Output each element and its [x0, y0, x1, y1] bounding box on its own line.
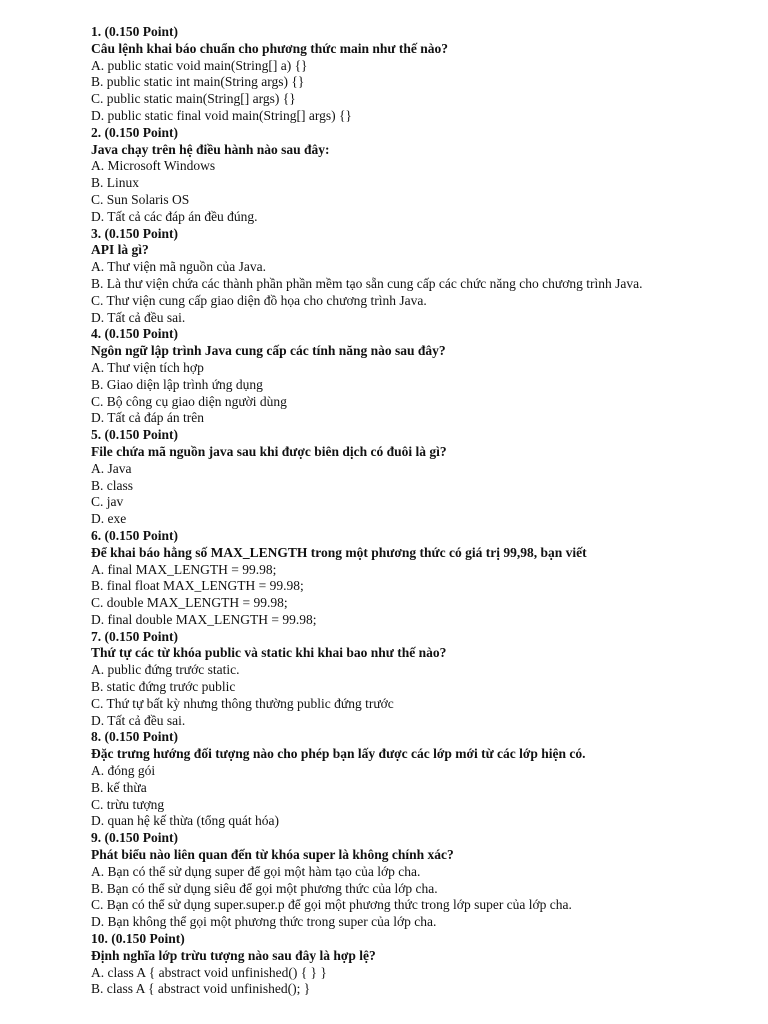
- answer-option: B. class: [91, 477, 133, 493]
- answer-option: A. Thư viện mã nguồn của Java.: [91, 259, 267, 275]
- answer-option: B. class A { abstract void unfinished(); }: [91, 981, 311, 997]
- question-block: [91, 528, 761, 629]
- answer-option: D. Tất cả các đáp án đều đúng.: [91, 208, 258, 224]
- answer-option: B. final float MAX_LENGTH = 99.98;: [91, 578, 304, 594]
- question-number: 4. (0.150 Point): [91, 326, 178, 342]
- question-number: 10. (0.150 Point): [91, 931, 185, 947]
- answer-option: D. quan hệ kế thừa (tổng quát hóa): [91, 813, 280, 829]
- question-number: 1. (0.150 Point): [91, 24, 178, 39]
- answer-option: A. Bạn có thể sử dụng super để gọi một hàm tạo của lớp cha.: [91, 863, 421, 879]
- question-text: Định nghĩa lớp trừu tượng nào sau đây là hợp lệ?: [91, 947, 376, 963]
- answer-option: C. trừu tượng: [91, 796, 165, 812]
- question-block: [91, 226, 761, 327]
- answer-option: A. đóng gói: [91, 763, 156, 779]
- question-text: Ngôn ngữ lập trình Java cung cấp các tính năng nào sau đây?: [91, 343, 446, 359]
- question-document: [91, 24, 761, 998]
- answer-option: B. kế thừa: [91, 779, 147, 795]
- question-number: 2. (0.150 Point): [91, 124, 178, 140]
- question-number: 3. (0.150 Point): [91, 225, 178, 241]
- answer-option: B. public static int main(String args) {}: [91, 74, 305, 90]
- answer-option: D. final double MAX_LENGTH = 99.98;: [91, 611, 317, 627]
- answer-option: C. Sun Solaris OS: [91, 191, 190, 207]
- question-text: Phát biểu nào liên quan đến từ khóa super là không chính xác?: [91, 847, 454, 863]
- answer-option: D. Bạn không thể gọi một phương thức trong super của lớp cha.: [91, 914, 437, 930]
- answer-option: D. public static final void main(String[] args) {}: [91, 107, 352, 123]
- answer-option: C. Bộ công cụ giao diện người dùng: [91, 393, 287, 409]
- answer-option: B. Bạn có thể sử dụng siêu để gọi một phương thức của lớp cha.: [91, 880, 438, 896]
- question-number: 7. (0.150 Point): [91, 628, 178, 644]
- question-text: Java chạy trên hệ điều hành nào sau đây:: [91, 141, 330, 157]
- question-block: [91, 830, 761, 931]
- question-text: API là gì?: [91, 242, 149, 258]
- answer-option: B. Linux: [91, 175, 140, 191]
- answer-option: B. Giao diện lập trình ứng dụng: [91, 376, 263, 392]
- question-number: 6. (0.150 Point): [91, 527, 178, 543]
- question-number: 9. (0.150 Point): [91, 830, 178, 846]
- question-text: Đặc trưng hướng đối tượng nào cho phép bạn lấy được các lớp mới từ các lớp hiện có.: [91, 746, 586, 762]
- answer-option: D. Tất cả đáp án trên: [91, 410, 204, 426]
- answer-option: C. public static main(String[] args) {}: [91, 91, 296, 107]
- answer-option: D. Tất cả đều sai.: [91, 309, 186, 325]
- answer-option: B. Là thư viện chứa các thành phần phần mềm tạo sẵn cung cấp các chức năng cho chương trình Java.: [91, 275, 643, 291]
- answer-option: C. Thư viện cung cấp giao diện đồ họa cho chương trình Java.: [91, 292, 427, 308]
- question-text: Để khai báo hằng số MAX_LENGTH trong một phương thức có giá trị 99,98, bạn viết: [91, 544, 587, 560]
- question-number: 5. (0.150 Point): [91, 427, 178, 443]
- answer-option: A. Java: [91, 460, 132, 476]
- question-block: [91, 729, 761, 830]
- question-block: [91, 24, 761, 125]
- question-text: Thứ tự các từ khóa public và static khi khai bao như thế nào?: [91, 645, 447, 661]
- answer-option: A. final MAX_LENGTH = 99.98;: [91, 561, 277, 577]
- answer-option: B. static đứng trước public: [91, 679, 236, 695]
- answer-option: C. Bạn có thể sử dụng super.super.p để gọi một phương thức trong lớp super của lớp cha.: [91, 897, 572, 913]
- answer-option: C. Thứ tự bất kỳ nhưng thông thường public đứng trước: [91, 695, 394, 711]
- answer-option: A. public static void main(String[] a) {}: [91, 57, 308, 73]
- answer-option: D. Tất cả đều sai.: [91, 712, 186, 728]
- question-block: [91, 125, 761, 226]
- answer-option: A. public đứng trước static.: [91, 662, 240, 678]
- answer-option: A. class A { abstract void unfinished() { } }: [91, 964, 327, 980]
- question-block: [91, 427, 761, 528]
- question-block: [91, 326, 761, 427]
- answer-option: A. Microsoft Windows: [91, 158, 216, 174]
- question-number: 8. (0.150 Point): [91, 729, 178, 745]
- answer-option: C. jav: [91, 494, 124, 510]
- answer-option: C. double MAX_LENGTH = 99.98;: [91, 595, 288, 611]
- question-text: Câu lệnh khai báo chuẩn cho phương thức main như thế nào?: [91, 40, 449, 56]
- answer-option: A. Thư viện tích hợp: [91, 359, 204, 375]
- question-block: [91, 931, 761, 998]
- question-text: File chứa mã nguồn java sau khi được biên dịch có đuôi là gì?: [91, 443, 447, 459]
- question-block: [91, 629, 761, 730]
- answer-option: D. exe: [91, 511, 127, 527]
